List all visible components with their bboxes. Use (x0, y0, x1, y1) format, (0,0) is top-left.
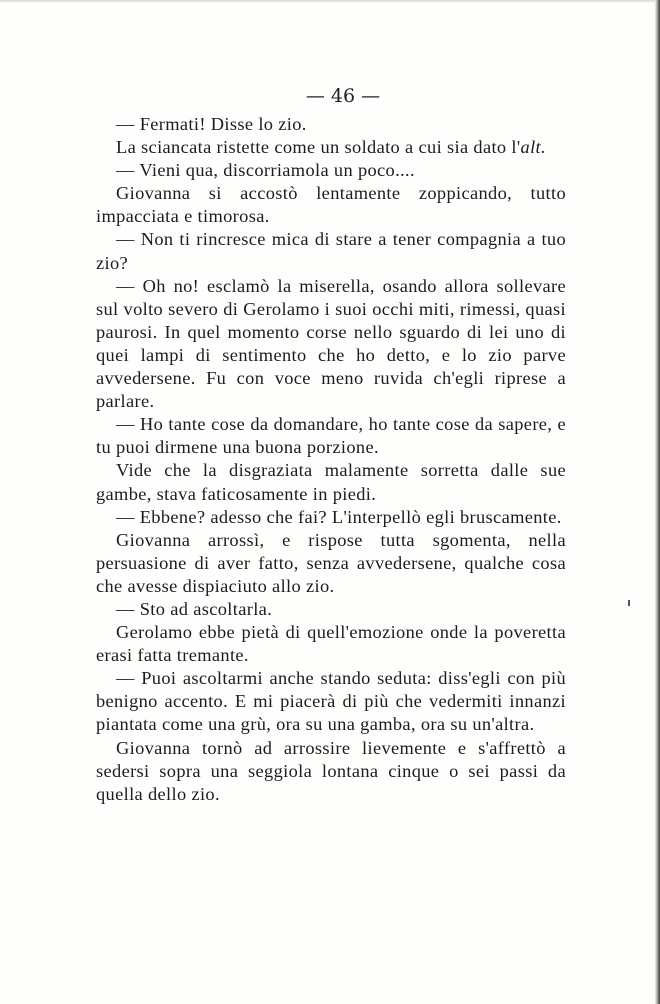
paragraph: — Ho tante cose da domandare, ho tante cose da sapere, e tu puoi dirmene una buona porzione. (96, 414, 566, 458)
italic-word: alt. (520, 137, 546, 158)
scan-top-shadow (0, 0, 660, 3)
paragraph: — Non ti rincresce mica di stare a tener compagnia a tuo zio? (96, 229, 566, 273)
paragraph: — Ebbene? adesso che fai? L'interpellò egli bruscamente. (116, 506, 562, 527)
body-text (96, 113, 566, 806)
scan-speck (628, 600, 630, 606)
paragraph: — Sto ad ascoltarla. (116, 598, 273, 619)
paragraph: Giovanna arrossì, e rispose tutta sgomenta, nella persuasione di aver fatto, senza avvedersene, qualche cosa che avesse dispiaciuto allo zio. (96, 529, 566, 596)
paragraph: — Oh no! esclamò la miserella, osando allora sollevare sul volto severo di Gerolamo i suoi occhi miti, rimessi, quasi paurosi. In quel momento corse nello sguardo di lei uno di quei lampi di sentimento che ho detto, e lo zio parve avvedersene. Fu con voce meno ruvida ch'egli riprese a parlare. (96, 275, 566, 412)
paragraph (96, 136, 566, 159)
paragraph: Gerolamo ebbe pietà di quell'emozione onde la poveretta erasi fatta tremante. (96, 622, 566, 666)
paragraph: — Fermati! Disse lo zio. (116, 114, 307, 134)
paragraph: — Puoi ascoltarmi anche stando seduta: diss'egli con più benigno accento. E mi piacerà di più che vedermiti innanzi piantata come una grù, ora su una gamba, ora su un'altra. (96, 668, 566, 735)
scan-right-edge (655, 0, 660, 1004)
paragraph: Giovanna tornò ad arrossire lievemente e s'affrettò a sedersi sopra una seggiola lontana cinque o sei passi da quella dello zio. (96, 737, 566, 804)
paragraph: Vide che la disgraziata malamente sorretta dalle sue gambe, stava faticosamente in piedi. (96, 460, 566, 504)
page-number: — 46 — (305, 85, 381, 107)
paragraph-text: La sciancata ristette come un soldato a cui sia dato l' (116, 137, 521, 158)
paragraph: — Vieni qua, discorriamola un poco.... (116, 160, 415, 181)
paragraph: Giovanna si accostò lentamente zoppicando, tutto impacciata e timorosa. (96, 183, 566, 227)
